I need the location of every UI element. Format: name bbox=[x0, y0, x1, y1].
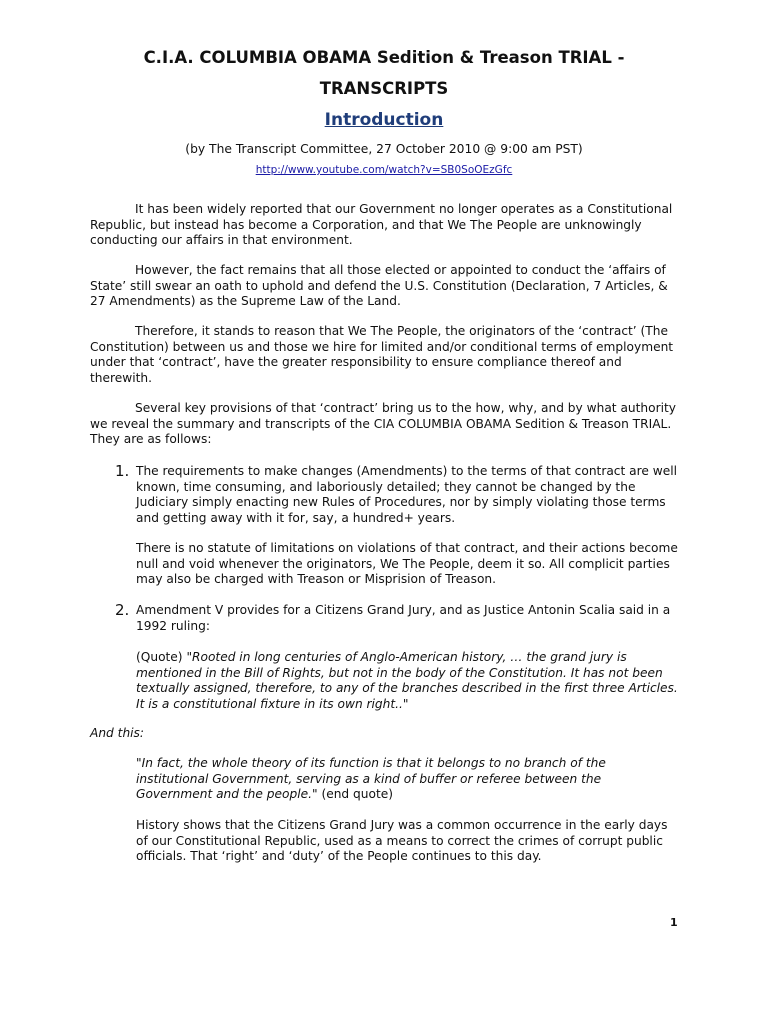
youtube-link[interactable]: http://www.youtube.com/watch?v=SB0SoOEzGfc bbox=[255, 164, 513, 176]
paragraph-4-text: Several key provisions of that ‘contract’ bring us to the how, why, and by what authority we reveal the summary and transcripts of the CIA COLUMBIA OBAMA Sedition & Treason TRIAL. They are as follows: bbox=[90, 401, 676, 446]
byline: (by The Transcript Committee, 27 October 2010 @ 9:00 am PST) bbox=[185, 142, 583, 156]
quote-prefix: (Quote) bbox=[136, 650, 187, 664]
paragraph-3-text: Therefore, it stands to reason that We The People, the originators of the ‘contract’ (The Constitution) between us and those we hire for limited and/or conditional terms of employment under that ‘contract’, have the greater responsibility to ensure compliance thereof and therewith. bbox=[90, 324, 674, 385]
paragraph-2 bbox=[90, 263, 680, 310]
and-this-label: And this: bbox=[90, 726, 145, 740]
scalia-quote-1 bbox=[136, 650, 681, 712]
paragraph-1-text: It has been widely reported that our Government no longer operates as a Constitutional Republic, but instead has become a Corporation, and that We The People are unknowingly conducting our affairs in that environment. bbox=[90, 202, 673, 247]
document-title-line-1: C.I.A. COLUMBIA OBAMA Sedition & Treason TRIAL - bbox=[143, 48, 625, 67]
paragraph-2-text: However, the fact remains that all those elected or appointed to conduct the ‘affairs of State’ still swear an oath to uphold and defend the U.S. Constitution (Declaration, 7 Articles, & 27 Amendments) as the Supreme Law of the Land. bbox=[90, 263, 668, 308]
scalia-quote-2 bbox=[136, 756, 681, 803]
page-number: 1 bbox=[670, 916, 678, 929]
history-paragraph: History shows that the Citizens Grand Jury was a common occurrence in the early days of our Constitutional Republic, used as a means to correct the crimes of corrupt public officials. That ‘right’ and ‘duty’ of the People continues to this day. bbox=[136, 818, 668, 863]
list-number-2: 2. bbox=[115, 601, 130, 619]
list-number-1: 1. bbox=[115, 462, 130, 480]
quote-2-suffix: (end quote) bbox=[317, 787, 393, 801]
paragraph-1 bbox=[90, 202, 680, 249]
list-item-2-text: Amendment V provides for a Citizens Grand Jury, and as Justice Antonin Scalia said in a 1992 ruling: bbox=[136, 603, 671, 633]
document-title-line-2: TRANSCRIPTS bbox=[319, 79, 449, 98]
quote-1-text: "Rooted in long centuries of Anglo-American history, … the grand jury is mentioned in the Bill of Rights, but not in the body of the Constitution. It has not been textually assigned, therefore, to any of the branches described in the first three Articles. It is a constitutional fixture in its own right.." bbox=[136, 650, 678, 711]
paragraph-4 bbox=[90, 401, 680, 448]
quote-2-text: "In fact, the whole theory of its function is that it belongs to no branch of the institutional Government, serving as a kind of buffer or referee between the Government and the people." bbox=[136, 756, 606, 801]
paragraph-3 bbox=[90, 324, 680, 386]
section-title-introduction: Introduction bbox=[324, 110, 444, 130]
list-item-1-text: The requirements to make changes (Amendments) to the terms of that contract are well known, time consuming, and laboriously detailed; they cannot be changed by the Judiciary simply enacting new Rules of Procedures, nor by simply violating those terms and getting away with it for, say, a hundred+ years. bbox=[136, 464, 677, 525]
list-item-1-followup: There is no statute of limitations on violations of that contract, and their actions become null and void whenever the originators, We The People, deem it so. All complicit parties may also be charged with Treason or Misprision of Treason. bbox=[136, 541, 678, 586]
